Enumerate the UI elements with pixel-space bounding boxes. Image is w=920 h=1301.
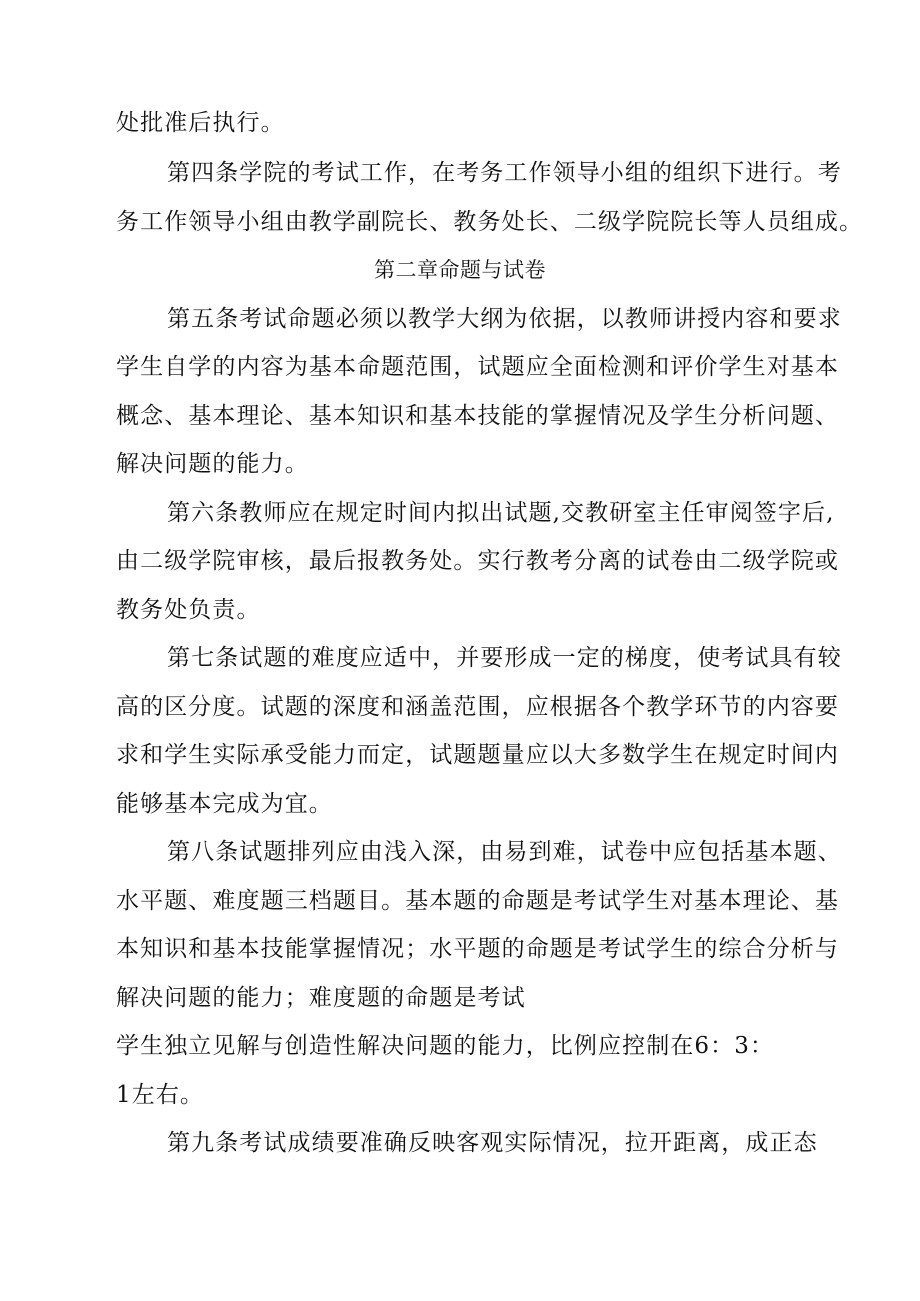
paragraph-line: 学生独立见解与创造性解决问题的能力，比例应控制在6：3：: [116, 1033, 775, 1059]
paragraph-line: 求和学生实际承受能力而定，试题题量应以大多数学生在规定时间内: [116, 742, 839, 768]
paragraph-line: 高的区分度。试题的深度和涵盖范围，应根据各个教学环节的内容要: [116, 694, 839, 720]
paragraph-line: 概念、基本理论、基本知识和基本技能的掌握情况及学生分析问题、: [116, 403, 839, 429]
paragraph-line: 第八条试题排列应由浅入深，由易到难，试卷中应包括基本题、: [167, 839, 842, 865]
paragraph-line: 解决问题的能力；难度题的命题是考试: [116, 985, 526, 1011]
paragraph-line: 水平题、难度题三档题目。基本题的命题是考试学生对基本理论、基: [116, 888, 839, 914]
paragraph-line: 第六条教师应在规定时间内拟出试题,交教研室主任审阅签字后,: [167, 500, 835, 526]
paragraph-line: 1左右。: [116, 1082, 205, 1108]
paragraph-line: 第五条考试命题必须以教学大纲为依据，以教师讲授内容和要求: [167, 306, 842, 332]
paragraph-line: 务工作领导小组由教学副院长、教务处长、二级学院院长等人员组成。: [116, 209, 864, 235]
chapter-heading: 第二章命题与试卷: [374, 258, 546, 282]
paragraph-line: 处批准后执行。: [116, 110, 285, 136]
paragraph-line: 解决问题的能力。: [116, 451, 309, 477]
paragraph-line: 教务处负责。: [116, 597, 261, 623]
paragraph-line: 第七条试题的难度应适中，并要形成一定的梯度，使考试具有较: [167, 645, 842, 671]
paragraph-line: 由二级学院审核，最后报教务处。实行教考分离的试卷由二级学院或: [116, 548, 839, 574]
paragraph-line: 能够基本完成为宜。: [116, 791, 333, 817]
paragraph-line: 学生自学的内容为基本命题范围，试题应全面检测和评价学生对基本: [116, 354, 839, 380]
paragraph-line: 本知识和基本技能掌握情况；水平题的命题是考试学生的综合分析与: [116, 936, 839, 962]
paragraph-line: 第九条考试成绩要准确反映客观实际情况，拉开距离，成正态: [167, 1130, 818, 1156]
paragraph-line: 第四条学院的考试工作，在考务工作领导小组的组织下进行。考: [167, 160, 842, 186]
